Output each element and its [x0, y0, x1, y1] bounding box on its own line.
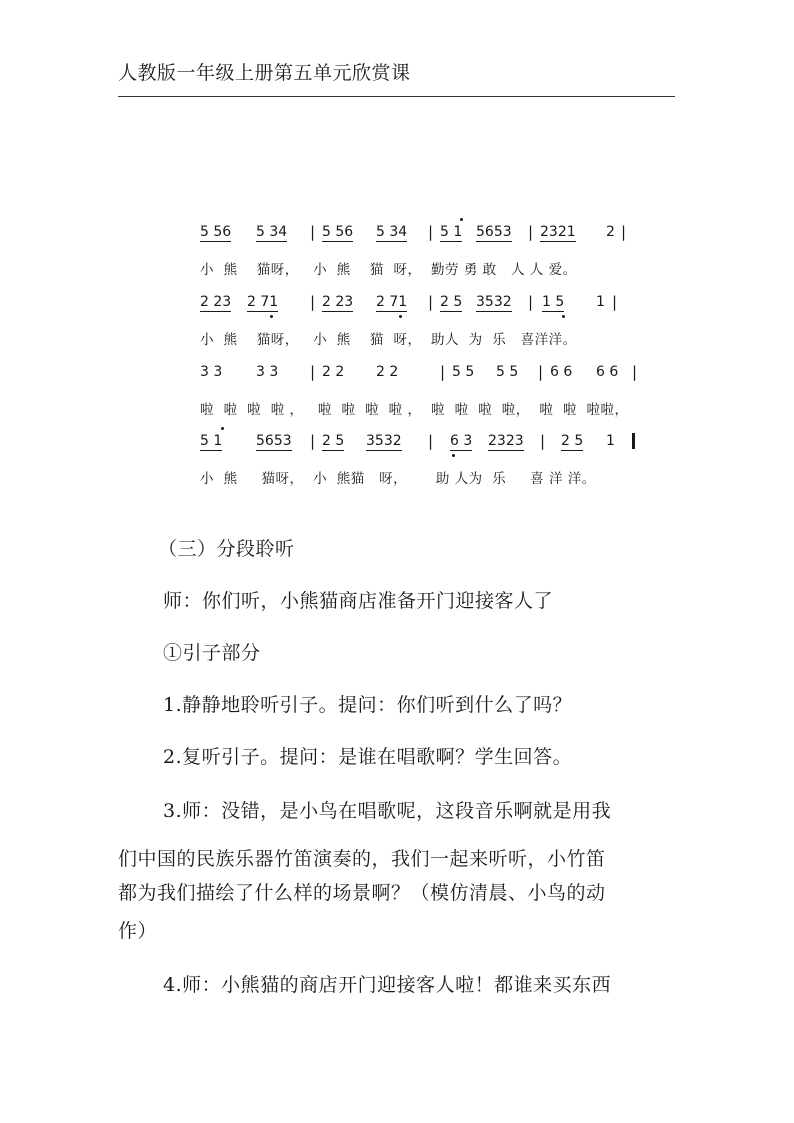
- bar-line: |: [632, 363, 638, 381]
- note-group: 5 34: [376, 224, 408, 240]
- note-group: 2321: [540, 224, 576, 240]
- note-group: 1 5: [542, 294, 565, 310]
- note-group: 2: [606, 224, 615, 240]
- score-note-row: [0, 364, 794, 386]
- note-group: 2 23: [200, 294, 232, 310]
- note-group: 2 2: [376, 364, 399, 380]
- low-octave-dot: [270, 315, 273, 318]
- bar-line: |: [310, 293, 316, 311]
- note-group: 5 34: [256, 224, 288, 240]
- note-group: 2 5: [561, 433, 584, 449]
- score-note-row: [0, 433, 794, 455]
- high-octave-dot: [221, 427, 224, 430]
- score-lyric-row: 啦 啦 啦 啦 ， 啦 啦 啦 啦 ， 啦 啦 啦 啦， 啦 啦 啦啦，: [200, 402, 629, 418]
- page-header: 人教版一年级上册第五单元欣赏课: [118, 62, 411, 84]
- low-octave-dot: [452, 454, 455, 457]
- score-note-row: [0, 294, 794, 316]
- bar-line: |: [310, 432, 316, 450]
- bar-line: |: [621, 223, 627, 241]
- bar-line: |: [310, 223, 316, 241]
- note-group: 5653: [256, 433, 292, 449]
- bar-line: |: [528, 293, 534, 311]
- paragraph-line: 4.师：小熊猫的商店开门迎接客人啦！都谁来买东西: [163, 974, 612, 996]
- note-group: 5 5: [496, 364, 519, 380]
- note-group: 5653: [476, 224, 512, 240]
- note-group: 6 6: [550, 364, 573, 380]
- paragraph-line: 都为我们描绘了什么样的场景啊？（模仿清晨、小鸟的动: [118, 882, 606, 904]
- bar-line: |: [440, 363, 446, 381]
- note-group: 5 5: [452, 364, 475, 380]
- end-bar-line: [632, 433, 635, 449]
- paragraph-line: 1.静静地聆听引子。提问：你们听到什么了吗？: [163, 694, 573, 716]
- bar-line: |: [538, 363, 544, 381]
- note-group: 3 3: [200, 364, 223, 380]
- note-group: 2 71: [376, 294, 408, 310]
- bar-line: |: [612, 293, 618, 311]
- paragraph-line: 作）: [118, 920, 158, 942]
- bar-line: |: [428, 432, 434, 450]
- note-group: 2 5: [440, 294, 463, 310]
- score-lyric-row: 小 熊 猫呀， 小 熊 猫 呀， 助人 为 乐 喜洋洋。: [200, 332, 577, 348]
- bar-line: |: [310, 363, 316, 381]
- score-note-row: [0, 224, 794, 246]
- note-group: 6 3: [450, 433, 473, 449]
- bar-line: |: [428, 293, 434, 311]
- paragraph-line: 们中国的民族乐器竹笛演奏的，我们一起来听听，小竹笛: [118, 848, 606, 870]
- note-group: 5 1: [440, 224, 463, 240]
- note-group: 5 56: [200, 224, 232, 240]
- score-lyric-row: 小 熊 猫呀， 小 熊猫 呀， 助 人为 乐 喜 洋 洋。: [200, 471, 596, 487]
- note-group: 2 2: [322, 364, 345, 380]
- bar-line: |: [540, 432, 546, 450]
- high-octave-dot: [460, 218, 463, 221]
- note-group: 3532: [366, 433, 402, 449]
- note-group: 3 3: [256, 364, 279, 380]
- paragraph-line: 师：你们听，小熊猫商店准备开门迎接客人了: [163, 590, 554, 612]
- note-group: 2 71: [247, 294, 279, 310]
- note-group: 3532: [476, 294, 512, 310]
- paragraph-line: （三）分段聆听: [158, 538, 295, 560]
- bar-line: |: [428, 223, 434, 241]
- paragraph-line: ①引子部分: [163, 642, 261, 664]
- note-group: 6 6: [596, 364, 619, 380]
- score-lyric-row: 小 熊 猫呀， 小 熊 猫 呀， 勤劳 勇 敢 人 人 爱。: [200, 262, 577, 278]
- note-group: 2 23: [322, 294, 354, 310]
- music-score: [0, 0, 794, 500]
- paragraph-line: 3.师：没错，是小鸟在唱歌呢，这段音乐啊就是用我: [163, 800, 612, 822]
- bar-line: |: [528, 223, 534, 241]
- note-group: 1: [596, 294, 605, 310]
- low-octave-dot: [399, 315, 402, 318]
- note-group: 1: [606, 433, 615, 449]
- note-group: 2323: [488, 433, 524, 449]
- note-group: 5 1: [200, 433, 223, 449]
- low-octave-dot: [562, 315, 565, 318]
- note-group: 5 56: [322, 224, 354, 240]
- paragraph-line: 2.复听引子。提问：是谁在唱歌啊？学生回答。: [163, 746, 573, 768]
- note-group: 2 5: [322, 433, 345, 449]
